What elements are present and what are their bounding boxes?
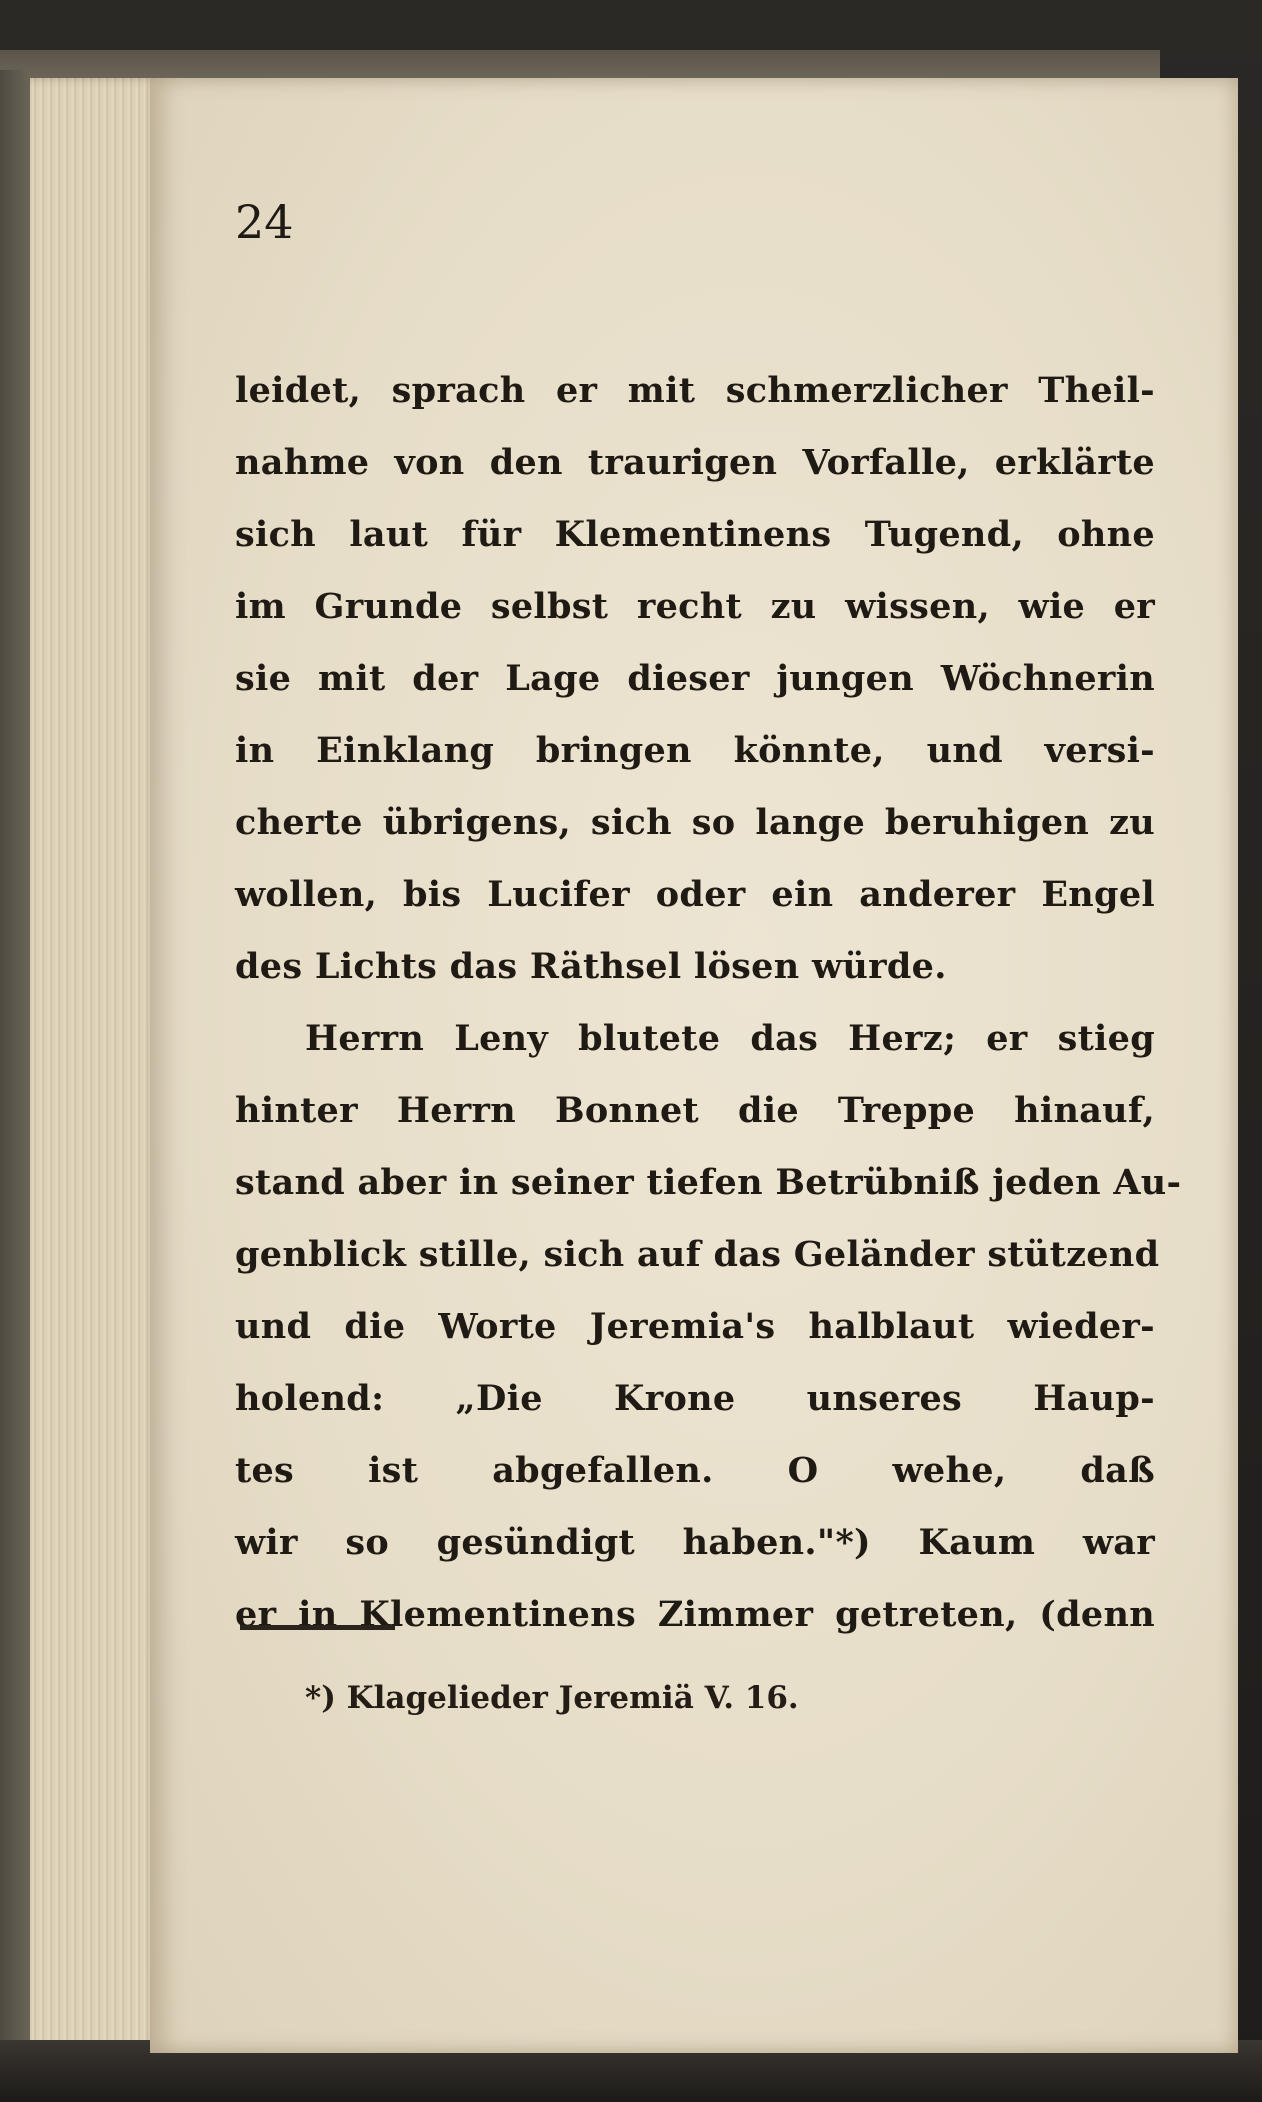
body-text	[235, 355, 1182, 1651]
page-number: 24	[235, 195, 294, 249]
text-line: sie mit der Lage dieser jungen Wöchnerin	[235, 658, 1155, 699]
text-line: stand aber in seiner tiefen Betrübniß jeden Au-	[235, 1162, 1182, 1203]
text-line: hinter Herrn Bonnet die Treppe hinauf,	[235, 1090, 1155, 1131]
stacked-page-edges	[30, 78, 160, 2053]
text-line: wir so gesündigt haben."*) Kaum war	[235, 1522, 1155, 1563]
text-line: tes ist abgefallen. O wehe, daß	[235, 1450, 1155, 1491]
book-cover-left-edge	[0, 70, 30, 2060]
text-line: cherte übrigens, sich so lange beruhigen zu	[235, 802, 1155, 843]
text-line: holend: „Die Krone unseres Haup-	[235, 1378, 1155, 1419]
text-line: des Lichts das Räthsel lösen würde.	[235, 946, 947, 987]
text-line: und die Worte Jeremia's halblaut wieder-	[235, 1306, 1155, 1347]
text-line: sich laut für Klementinens Tugend, ohne	[235, 514, 1155, 555]
book-cover-top-edge	[0, 50, 1160, 80]
text-line: genblick stille, sich auf das Geländer stützend	[235, 1234, 1160, 1275]
text-line: er in Klementinens Zimmer getreten, (denn	[235, 1594, 1155, 1635]
text-line: Herrn Leny blutete das Herz; er stieg	[305, 1018, 1155, 1059]
text-line: im Grunde selbst recht zu wissen, wie er	[235, 586, 1155, 627]
text-line: nahme von den traurigen Vorfalle, erklärte	[235, 442, 1155, 483]
text-line: in Einklang bringen könnte, und versi-	[235, 730, 1155, 771]
footnote-separator	[240, 1625, 395, 1630]
footnote: *) Klagelieder Jeremiä V. 16.	[305, 1680, 799, 1716]
text-line: wollen, bis Lucifer oder ein anderer Engel	[235, 874, 1155, 915]
text-line: leidet, sprach er mit schmerzlicher Theil-	[235, 370, 1155, 411]
